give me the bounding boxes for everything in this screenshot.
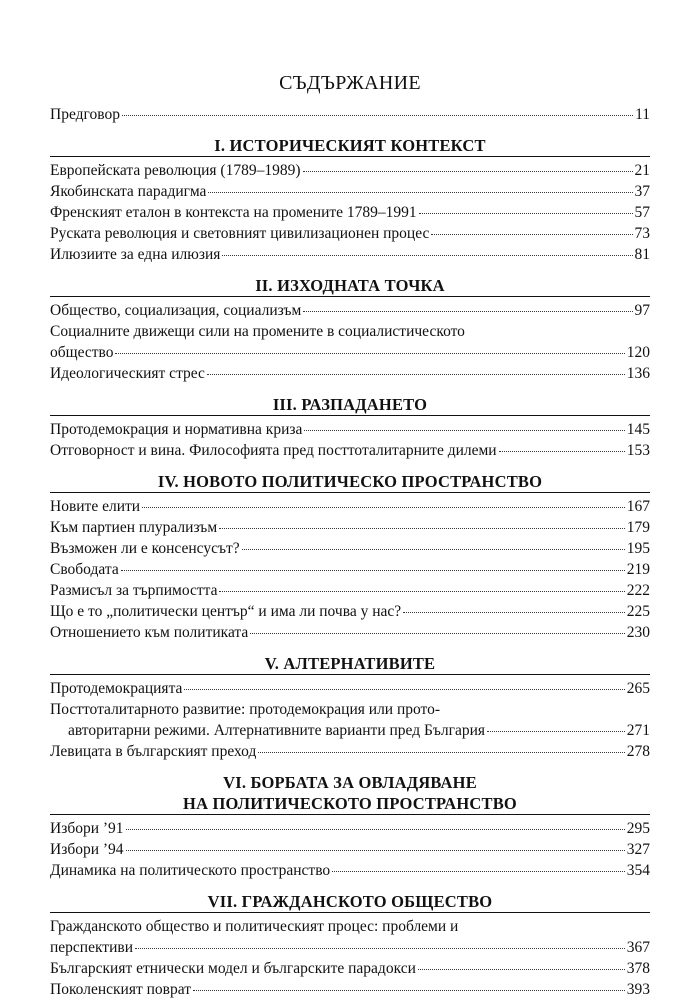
toc-entry-row bbox=[50, 559, 650, 580]
toc-entry-page: 73 bbox=[634, 225, 650, 242]
toc-entry-row bbox=[50, 342, 650, 363]
toc-entry-row bbox=[50, 601, 650, 622]
section-gap bbox=[50, 125, 650, 135]
toc-entry-page: 378 bbox=[626, 960, 650, 977]
toc-entry[interactable] bbox=[50, 440, 650, 461]
toc-entry-page: 295 bbox=[626, 820, 650, 837]
toc-entry[interactable] bbox=[50, 860, 650, 881]
toc-entry-page: 230 bbox=[626, 624, 650, 641]
toc-entry-page: 136 bbox=[626, 365, 650, 382]
toc-entry-label: Общество, социализация, социализъм bbox=[50, 302, 302, 319]
toc-entry-label: Гражданското общество и политическият процес: проблеми и bbox=[50, 918, 459, 935]
dot-leader bbox=[122, 115, 633, 116]
dot-leader bbox=[431, 234, 632, 235]
dot-leader bbox=[115, 353, 624, 354]
toc-entry-label: Новите елити bbox=[50, 498, 141, 515]
toc-entry-row bbox=[50, 440, 650, 461]
toc-entry-label: Отношението към политиката bbox=[50, 624, 249, 641]
section-heading: НА ПОЛИТИЧЕСКОТО ПРОСТРАНСТВО bbox=[183, 794, 517, 813]
dot-leader bbox=[332, 871, 625, 872]
toc-entry-label: Френският еталон в контекста на промените 1789–1991 bbox=[50, 204, 417, 221]
toc-entry-row bbox=[50, 622, 650, 643]
toc-entry[interactable] bbox=[50, 699, 650, 741]
dot-leader bbox=[242, 549, 625, 550]
section-heading: I. ИСТОРИЧЕСКИЯТ КОНТЕКСТ bbox=[214, 136, 486, 155]
toc-entry-label: Възможен ли е консенсусът? bbox=[50, 540, 240, 557]
toc-entry-page: 167 bbox=[626, 498, 650, 515]
dot-leader bbox=[126, 829, 625, 830]
toc-entry-page: 145 bbox=[626, 421, 650, 438]
toc-entry-page: 81 bbox=[634, 246, 650, 263]
toc-entry-row bbox=[50, 181, 650, 202]
toc-entry-page: 195 bbox=[626, 540, 650, 557]
dot-leader bbox=[487, 731, 625, 732]
toc-entry[interactable] bbox=[50, 839, 650, 860]
toc-entry[interactable] bbox=[50, 517, 650, 538]
toc-entry-row bbox=[50, 202, 650, 223]
toc-entry-label: Протодемокрацията bbox=[50, 680, 183, 697]
toc-entry-row bbox=[50, 839, 650, 860]
toc-entry-row bbox=[50, 720, 650, 741]
dot-leader bbox=[419, 213, 633, 214]
toc-entry[interactable] bbox=[50, 181, 650, 202]
toc-entry[interactable] bbox=[50, 622, 650, 643]
toc-entry-label: Избори ’91 bbox=[50, 820, 124, 837]
dot-leader bbox=[304, 430, 624, 431]
section-gap bbox=[50, 643, 650, 653]
dot-leader bbox=[219, 528, 625, 529]
section-rule bbox=[50, 814, 650, 815]
toc-entry-row bbox=[50, 678, 650, 699]
toc-entry[interactable] bbox=[50, 580, 650, 601]
toc-entry-page: 153 bbox=[626, 442, 650, 459]
section-rule bbox=[50, 674, 650, 675]
toc-entry[interactable] bbox=[50, 321, 650, 363]
toc-entry[interactable] bbox=[50, 601, 650, 622]
toc-entry-label: Българският етнически модел и българските парадокси bbox=[50, 960, 416, 977]
dot-leader bbox=[184, 689, 624, 690]
toc-entry-label: авторитарни режими. Алтернативните варианти пред България bbox=[68, 722, 486, 739]
toc-entry[interactable] bbox=[50, 496, 650, 517]
section-heading: IV. НОВОТО ПОЛИТИЧЕСКО ПРОСТРАНСТВО bbox=[157, 472, 543, 491]
toc-entry[interactable] bbox=[50, 363, 650, 384]
toc-entry-row bbox=[50, 104, 650, 125]
toc-entry-label: Размисъл за търпимостта bbox=[50, 582, 218, 599]
toc-entry-page: 21 bbox=[634, 162, 650, 179]
toc-entry-page: 219 bbox=[626, 561, 650, 578]
toc-entry[interactable] bbox=[50, 559, 650, 580]
toc-entry-page: 278 bbox=[626, 743, 650, 760]
toc-entry-label: Посттоталитарното развитие: протодемокрация или прото- bbox=[50, 701, 441, 718]
toc-entry[interactable] bbox=[50, 818, 650, 839]
section-rule bbox=[50, 912, 650, 913]
toc-entry-page: 57 bbox=[634, 204, 650, 221]
section-heading: III. РАЗПАДАНЕТО bbox=[272, 395, 428, 414]
section-gap bbox=[50, 881, 650, 891]
toc-entry-row bbox=[50, 160, 650, 181]
dot-leader bbox=[126, 850, 625, 851]
dot-leader bbox=[303, 311, 632, 312]
toc-entry-label: Левицата в българският преход bbox=[50, 743, 257, 760]
toc-entry-label: Европейската революция (1789–1989) bbox=[50, 162, 301, 179]
toc-entry[interactable] bbox=[50, 741, 650, 762]
toc-entry-row bbox=[50, 937, 650, 958]
toc-entry[interactable] bbox=[50, 678, 650, 699]
toc-entry-row bbox=[50, 496, 650, 517]
section-heading: V. АЛТЕРНАТИВИТЕ bbox=[264, 654, 436, 673]
toc-entry-row bbox=[50, 580, 650, 601]
dot-leader bbox=[207, 374, 625, 375]
toc-entry-row bbox=[50, 363, 650, 384]
toc-entry-label: Предговор bbox=[50, 106, 120, 123]
toc-entry-page: 327 bbox=[626, 841, 650, 858]
section-rule bbox=[50, 492, 650, 493]
section-rule bbox=[50, 156, 650, 157]
toc-entry-label: Якобинската парадигма bbox=[50, 183, 207, 200]
dot-leader bbox=[208, 192, 632, 193]
toc-entry[interactable] bbox=[50, 244, 650, 265]
toc-entry-label: Поколенският поврат bbox=[50, 981, 191, 998]
table-of-contents bbox=[50, 104, 650, 1000]
toc-entry-page: 354 bbox=[626, 862, 650, 879]
section-gap bbox=[50, 762, 650, 772]
toc-entry-label: Протодемокрация и нормативна криза bbox=[50, 421, 303, 438]
toc-entry-label: Към партиен плурализъм bbox=[50, 519, 218, 536]
toc-entry-label: Отговорност и вина. Философията пред посттоталитарните дилеми bbox=[50, 442, 497, 459]
page-title: СЪДЪРЖАНИЕ bbox=[279, 72, 421, 94]
dot-leader bbox=[499, 451, 625, 452]
toc-entry-row bbox=[50, 300, 650, 321]
toc-entry-row bbox=[50, 538, 650, 559]
dot-leader bbox=[250, 633, 624, 634]
dot-leader bbox=[219, 591, 624, 592]
toc-entry-row bbox=[50, 979, 650, 1000]
toc-entry-row bbox=[50, 517, 650, 538]
section-heading: II. ИЗХОДНАТА ТОЧКА bbox=[255, 276, 445, 295]
toc-entry-page: 120 bbox=[626, 344, 650, 361]
section-gap bbox=[50, 384, 650, 394]
toc-entry-page: 367 bbox=[626, 939, 650, 956]
dot-leader bbox=[222, 255, 632, 256]
toc-entry-label: Що е то „политически център“ и има ли почва у нас? bbox=[50, 603, 402, 620]
toc-entry-page: 271 bbox=[626, 722, 650, 739]
toc-entry-page: 222 bbox=[626, 582, 650, 599]
toc-entry-page: 37 bbox=[634, 183, 650, 200]
dot-leader bbox=[135, 948, 625, 949]
toc-entry[interactable] bbox=[50, 223, 650, 244]
toc-entry[interactable] bbox=[50, 979, 650, 1000]
toc-entry-row bbox=[50, 818, 650, 839]
toc-entry-label: перспективи bbox=[50, 939, 133, 956]
toc-entry[interactable] bbox=[50, 104, 650, 125]
toc-entry[interactable] bbox=[50, 300, 650, 321]
section-heading: VII. ГРАЖДАНСКОТО ОБЩЕСТВО bbox=[207, 892, 493, 911]
section-heading: VI. БОРБАТА ЗА ОВЛАДЯВАНЕ bbox=[223, 773, 477, 792]
dot-leader bbox=[403, 612, 625, 613]
section-rule bbox=[50, 296, 650, 297]
toc-entry[interactable] bbox=[50, 202, 650, 223]
toc-entry-page: 225 bbox=[626, 603, 650, 620]
toc-entry-page: 393 bbox=[626, 981, 650, 998]
dot-leader bbox=[303, 171, 633, 172]
section-gap bbox=[50, 461, 650, 471]
toc-entry-page: 97 bbox=[634, 302, 650, 319]
toc-entry[interactable] bbox=[50, 419, 650, 440]
dot-leader bbox=[418, 969, 625, 970]
toc-entry-label: Социалните движещи сили на промените в социалистическото bbox=[50, 323, 465, 340]
dot-leader bbox=[142, 507, 625, 508]
toc-entry-row bbox=[50, 860, 650, 881]
dot-leader bbox=[258, 752, 624, 753]
toc-entry[interactable] bbox=[50, 538, 650, 559]
toc-entry-label: Идеологическият стрес bbox=[50, 365, 205, 382]
dot-leader bbox=[121, 570, 625, 571]
toc-entry-row bbox=[50, 244, 650, 265]
toc-entry-row bbox=[50, 419, 650, 440]
toc-entry-page: 179 bbox=[626, 519, 650, 536]
toc-entry-label: Руската революция и световният цивилизационен процес bbox=[50, 225, 430, 242]
dot-leader bbox=[193, 990, 625, 991]
toc-entry-page: 11 bbox=[635, 106, 650, 123]
toc-entry-row bbox=[50, 741, 650, 762]
toc-entry-page: 265 bbox=[626, 680, 650, 697]
toc-entry-label: Динамика на политическото пространство bbox=[50, 862, 331, 879]
section-rule bbox=[50, 415, 650, 416]
toc-entry-row bbox=[50, 223, 650, 244]
toc-entry-label: общество bbox=[50, 344, 114, 361]
section-gap bbox=[50, 265, 650, 275]
toc-entry-label: Илюзиите за една илюзия bbox=[50, 246, 221, 263]
toc-entry[interactable] bbox=[50, 160, 650, 181]
toc-entry[interactable] bbox=[50, 916, 650, 958]
toc-entry-label: Избори ’94 bbox=[50, 841, 124, 858]
toc-entry-label: Свободата bbox=[50, 561, 119, 578]
